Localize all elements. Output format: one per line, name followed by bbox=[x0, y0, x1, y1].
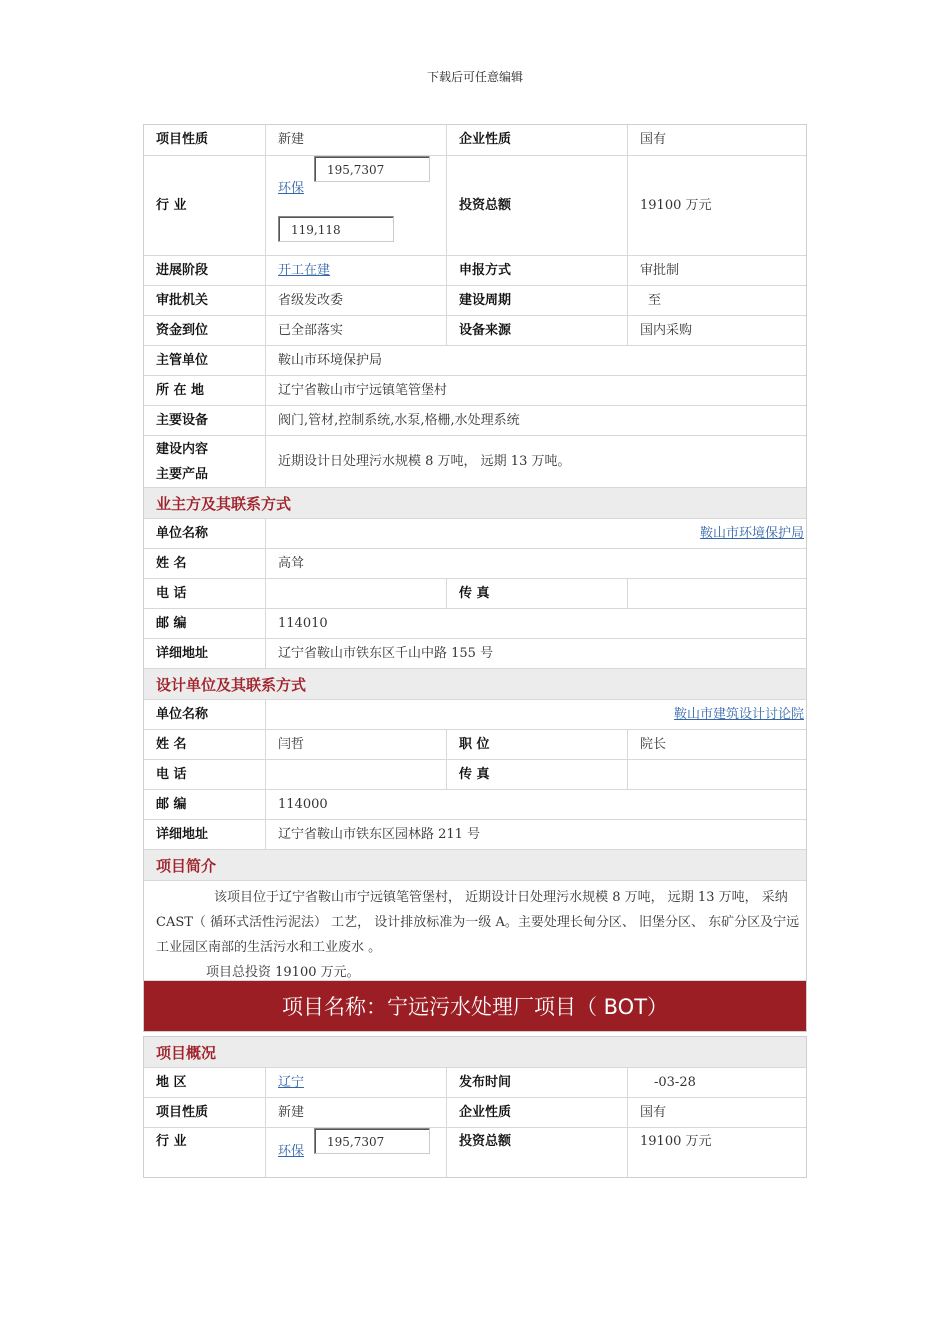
section-overview: 项目概况 bbox=[144, 1037, 806, 1067]
label-industry-2: 行 业 bbox=[156, 1134, 187, 1149]
label-publish-time: 发布时间 bbox=[446, 1068, 627, 1097]
industry-code-box-2: 119,118 bbox=[278, 216, 394, 242]
value-designer-addr: 辽宁省鞍山市铁东区园林路 211 号 bbox=[265, 820, 806, 849]
industry-link-2[interactable]: 环保 bbox=[278, 1144, 305, 1159]
value-owner-zip: 114010 bbox=[265, 609, 806, 638]
value-period: 至 bbox=[627, 286, 806, 315]
owner-org-link[interactable]: 鞍山市环境保护局 bbox=[699, 525, 804, 541]
label-designer-title: 职 位 bbox=[446, 730, 627, 759]
label-owner-fax: 传 真 bbox=[446, 579, 627, 608]
stage-link[interactable]: 开工在建 bbox=[278, 262, 331, 278]
label-investment: 投资总额 bbox=[446, 156, 627, 255]
row-location bbox=[144, 375, 806, 405]
value-industry bbox=[265, 156, 446, 255]
industry-link[interactable]: 环保 bbox=[278, 181, 305, 196]
designer-org-link[interactable]: 鞍山市建筑设计讨论院 bbox=[673, 706, 804, 722]
section-owner: 业主方及其联系方式 bbox=[144, 487, 806, 518]
value-stage bbox=[265, 256, 446, 285]
label-industry: 行 业 bbox=[156, 197, 187, 213]
label-nature: 项目性质 bbox=[156, 132, 209, 147]
row-designer-phone bbox=[144, 759, 806, 789]
label-owner-addr: 详细地址 bbox=[156, 645, 209, 661]
label-designer-phone: 电 话 bbox=[156, 766, 187, 782]
row-fund bbox=[144, 315, 806, 345]
label-region: 地 区 bbox=[156, 1074, 187, 1090]
label-equipment: 主要设备 bbox=[156, 412, 209, 428]
value-owner-org bbox=[265, 519, 806, 548]
region-link[interactable]: 辽宁 bbox=[278, 1074, 305, 1090]
label-owner-zip: 邮 编 bbox=[156, 615, 187, 631]
row-nature-2 bbox=[144, 1097, 806, 1127]
value-enterprise: 国有 bbox=[627, 125, 806, 155]
row-owner-phone bbox=[144, 578, 806, 608]
value-equipment: 阀门,管材,控制系统,水泵,格栅,水处理系统 bbox=[265, 406, 806, 435]
value-content: 近期设计日处理污水规模 8 万吨， 远期 13 万吨。 bbox=[265, 436, 806, 487]
label-location: 所 在 地 bbox=[156, 382, 205, 398]
project-name-banner: 项目名称：宁远污水处理厂项目（ BOT） bbox=[144, 980, 806, 1031]
industry-code-box-1: 195,7307 bbox=[314, 156, 430, 182]
label-designer-fax: 传 真 bbox=[446, 760, 627, 789]
row-designer-addr bbox=[144, 819, 806, 849]
row-intro bbox=[144, 880, 806, 980]
label-designer-org: 单位名称 bbox=[156, 706, 209, 722]
value-publish-time: -03-28 bbox=[627, 1068, 806, 1097]
value-approver: 省级发改委 bbox=[265, 286, 446, 315]
label-content-line1: 建设内容 bbox=[156, 441, 209, 457]
intro-paragraph-1: 该项目位于辽宁省鞍山市宁远镇笔管堡村， 近期设计日处理污水规模 8 万吨， 远期 13 万吨， 采纳 CAST（ 循环式活性污泥法） 工艺， 设计排放标准为一级 A。主要处理长甸分区、 旧堡分区、 东矿分区及宁远工业园区南部的生活污水和工业废水 。 bbox=[156, 890, 800, 955]
value-owner-name: 高耸 bbox=[265, 549, 806, 578]
value-location: 辽宁省鞍山市宁远镇笔管堡村 bbox=[265, 376, 806, 405]
label-investment-2: 投资总额 bbox=[446, 1128, 627, 1177]
label-nature-2: 项目性质 bbox=[156, 1104, 209, 1120]
label-period: 建设周期 bbox=[446, 286, 627, 315]
project-detail-table bbox=[143, 124, 807, 1032]
value-investment-2: 19100 万元 bbox=[627, 1128, 806, 1177]
value-designer-title: 院长 bbox=[627, 730, 806, 759]
row-owner-org bbox=[144, 518, 806, 548]
value-owner-fax bbox=[627, 579, 806, 608]
label-content-line2: 主要产品 bbox=[156, 466, 209, 482]
row-approver bbox=[144, 285, 806, 315]
row-nature bbox=[144, 125, 806, 155]
label-report: 申报方式 bbox=[446, 256, 627, 285]
value-report: 审批制 bbox=[627, 256, 806, 285]
section-designer: 设计单位及其联系方式 bbox=[144, 668, 806, 699]
value-equip-source: 国内采购 bbox=[627, 316, 806, 345]
value-nature: 新建 bbox=[265, 125, 446, 155]
label-owner-phone: 电 话 bbox=[156, 585, 187, 601]
value-designer-org bbox=[265, 700, 806, 729]
value-designer-fax bbox=[627, 760, 806, 789]
project-overview-table bbox=[143, 1036, 807, 1178]
label-owner-name: 姓 名 bbox=[156, 555, 187, 571]
industry-code-box-3: 195,7307 bbox=[314, 1128, 430, 1154]
row-region bbox=[144, 1067, 806, 1097]
value-owner-addr: 辽宁省鞍山市铁东区千山中路 155 号 bbox=[265, 639, 806, 668]
label-enterprise-2: 企业性质 bbox=[446, 1098, 627, 1127]
value-designer-name: 闫哲 bbox=[265, 730, 446, 759]
row-industry bbox=[144, 155, 806, 255]
value-designer-zip: 114000 bbox=[265, 790, 806, 819]
value-owner-phone bbox=[265, 579, 446, 608]
label-designer-addr: 详细地址 bbox=[156, 826, 209, 842]
label-fund: 资金到位 bbox=[156, 322, 209, 338]
row-equipment bbox=[144, 405, 806, 435]
row-owner-name bbox=[144, 548, 806, 578]
row-stage bbox=[144, 255, 806, 285]
row-industry-2 bbox=[144, 1127, 806, 1177]
header-note: 下载后可任意编辑 bbox=[426, 70, 523, 84]
value-designer-phone bbox=[265, 760, 446, 789]
value-authority: 鞍山市环境保护局 bbox=[265, 346, 806, 375]
value-nature-2: 新建 bbox=[265, 1098, 446, 1127]
row-owner-addr bbox=[144, 638, 806, 668]
row-authority bbox=[144, 345, 806, 375]
label-content bbox=[144, 436, 265, 487]
intro-text bbox=[144, 881, 806, 980]
value-fund: 已全部落实 bbox=[265, 316, 446, 345]
label-authority: 主管单位 bbox=[156, 352, 209, 368]
label-stage: 进展阶段 bbox=[156, 262, 209, 278]
value-enterprise-2: 国有 bbox=[627, 1098, 806, 1127]
section-intro: 项目简介 bbox=[144, 849, 806, 880]
row-designer-zip bbox=[144, 789, 806, 819]
value-investment: 19100 万元 bbox=[627, 156, 806, 255]
intro-paragraph-2: 项目总投资 19100 万元。 bbox=[206, 965, 360, 980]
label-owner-org: 单位名称 bbox=[156, 525, 209, 541]
row-designer-org bbox=[144, 699, 806, 729]
row-owner-zip bbox=[144, 608, 806, 638]
label-designer-zip: 邮 编 bbox=[156, 796, 187, 812]
label-enterprise: 企业性质 bbox=[446, 125, 627, 155]
row-content bbox=[144, 435, 806, 487]
label-designer-name: 姓 名 bbox=[156, 736, 187, 752]
label-approver: 审批机关 bbox=[156, 292, 209, 308]
label-equip-source: 设备来源 bbox=[446, 316, 627, 345]
value-region bbox=[265, 1068, 446, 1097]
value-industry-2 bbox=[265, 1128, 446, 1177]
row-designer-name bbox=[144, 729, 806, 759]
